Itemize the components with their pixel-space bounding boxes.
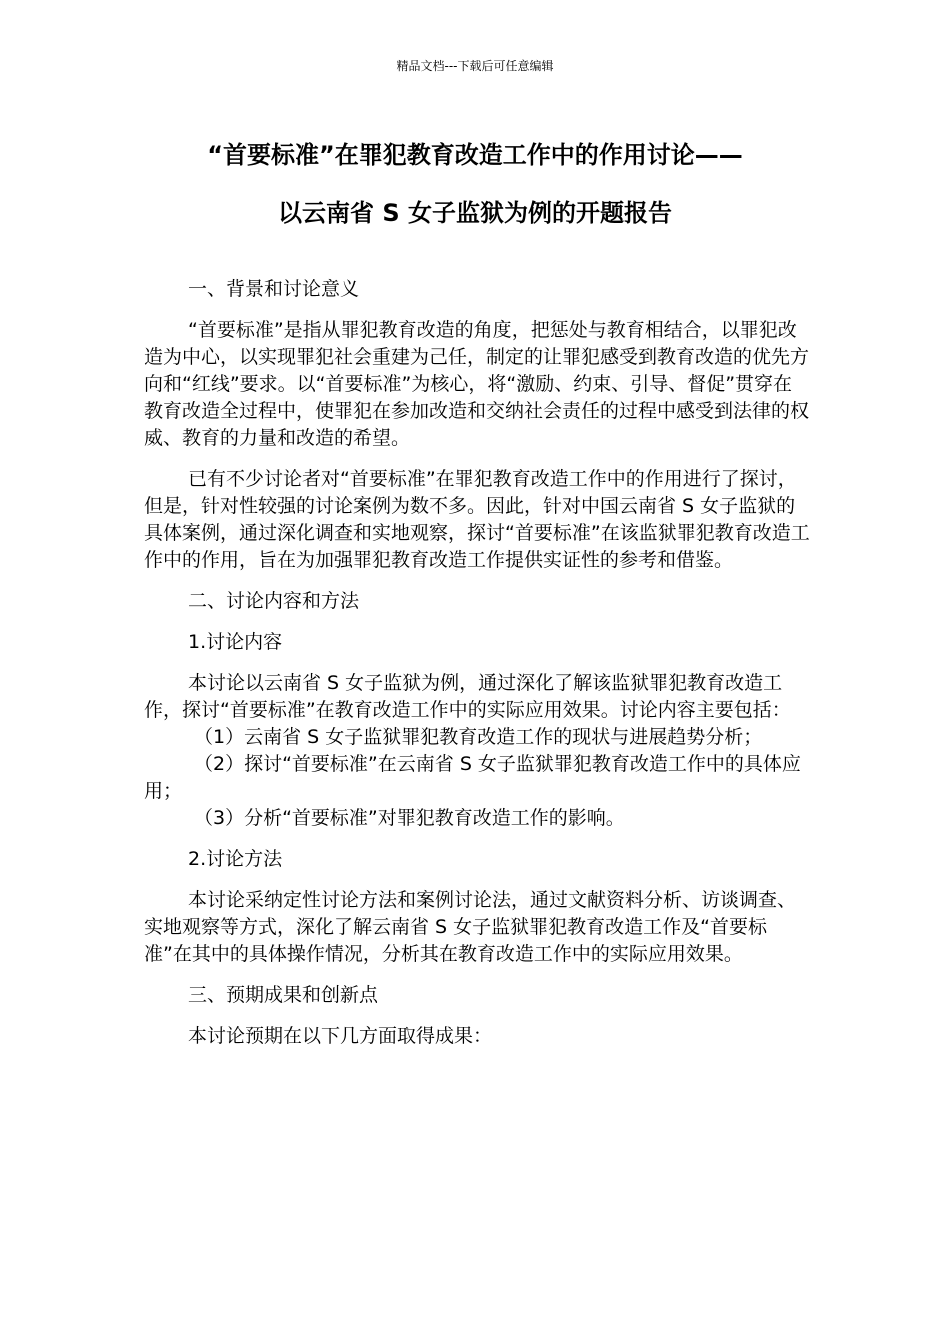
section-heading-outcomes: 三、预期成果和创新点 — [188, 984, 379, 1006]
list-item-3: （3）分析“首要标准”对罪犯教育改造工作的影响。 — [194, 807, 625, 829]
paragraph-outcomes-intro: 本讨论预期在以下几方面取得成果： — [188, 1025, 493, 1047]
document-title-line-2: 以云南省 S 女子监狱为例的开题报告 — [278, 199, 672, 227]
section-heading-content-methods: 二、讨论内容和方法 — [188, 590, 360, 612]
list-item-2: （2）探讨“首要标准”在云南省 S 女子监狱罪犯教育改造工作中的具体应用； — [144, 753, 801, 802]
paragraph-content-intro: 本讨论以云南省 S 女子监狱为例，通过深化了解该监狱罪犯教育改造工作，探讨“首要标准”在教育改造工作中的实际应用效果。讨论内容主要包括： — [144, 672, 791, 721]
paragraph-methods: 本讨论采纳定性讨论方法和案例讨论法，通过文献资料分析、访谈调查、实地观察等方式，深化了解云南省 S 女子监狱罪犯教育改造工作及“首要标准”在其中的具体操作情况，分析其在教育改造工作中的实际应用效果。 — [144, 889, 797, 965]
document-title-line-1: “首要标准”在罪犯教育改造工作中的作用讨论—— — [207, 141, 743, 169]
document-body — [144, 276, 810, 1050]
section-heading-background: 一、背景和讨论意义 — [188, 278, 360, 300]
paragraph-definition: “首要标准”是指从罪犯教育改造的角度，把惩处与教育相结合，以罪犯改造为中心，以实现罪犯社会重建为己任，制定的让罪犯感受到教育改造的优先方向和“红线”要求。以“首要标准”为核心，将“激励、约束、引导、督促”贯穿在教育改造全过程中，使罪犯在参加改造和交纳社会责任的过程中感受到法律的权威、教育的力量和改造的希望。 — [144, 319, 810, 449]
page-header: 精品文档---下载后可任意编辑 — [396, 59, 554, 73]
subheading-content: 1.讨论内容 — [188, 631, 283, 653]
list-item-1: （1）云南省 S 女子监狱罪犯教育改造工作的现状与进展趋势分析； — [194, 726, 763, 748]
subheading-methods: 2.讨论方法 — [188, 848, 283, 870]
paragraph-research-status: 已有不少讨论者对“首要标准”在罪犯教育改造工作中的作用进行了探讨，但是，针对性较强的讨论案例为数不多。因此，针对中国云南省 S 女子监狱的具体案例，通过深化调查和实地观察，探讨“首要标准”在该监狱罪犯教育改造工作中的作用，旨在为加强罪犯教育改造工作提供实证性的参考和借鉴。 — [144, 468, 810, 571]
